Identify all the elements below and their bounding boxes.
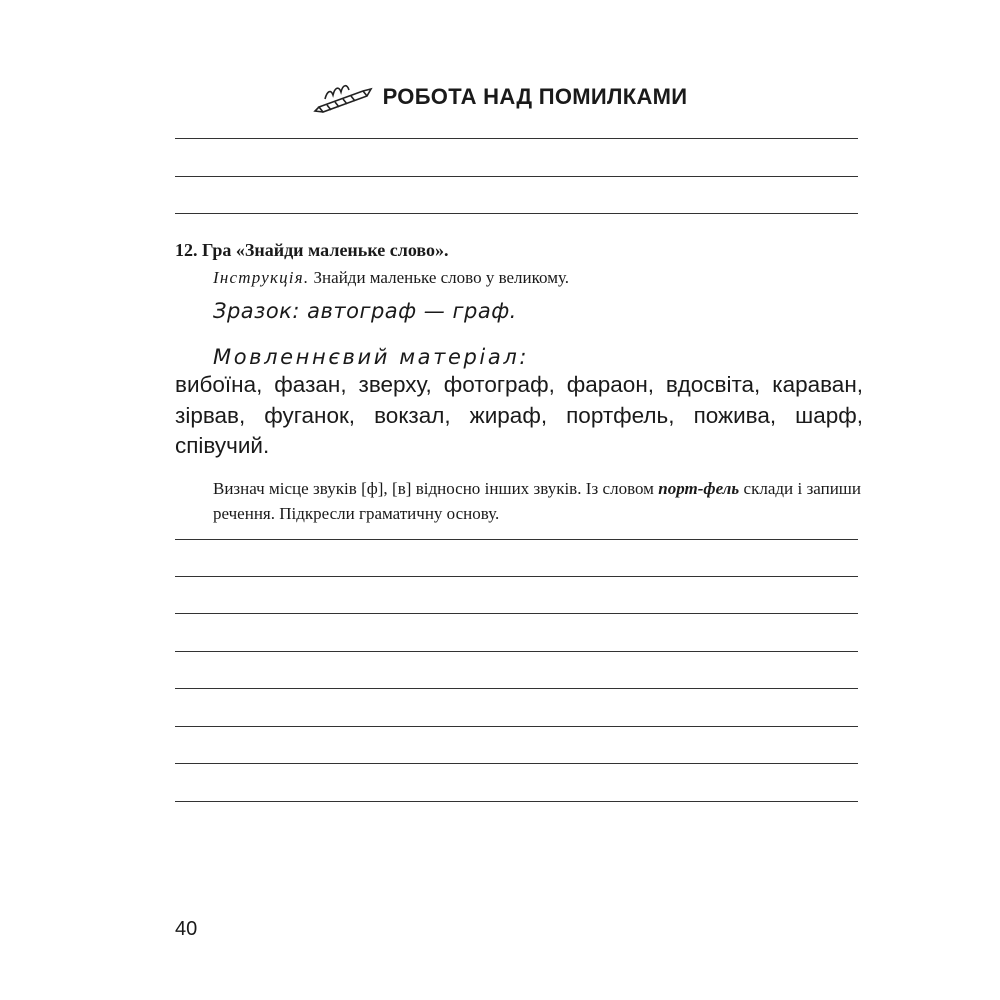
speech-material: вибоїна, фазан, зверху, фотограф, фараон, вдосвіта, караван, зірвав, фуганок, вокзал, жираф, портфель, пожива, шарф, співучий. xyxy=(175,372,863,458)
instruction-text: Знайди маленьке слово у великому. xyxy=(309,268,570,287)
writing-line xyxy=(175,613,858,614)
task-text-part2: склади і запиши речення. Підкресли граматичну основу. xyxy=(213,478,861,523)
section-header xyxy=(0,72,1000,122)
writing-line xyxy=(175,213,858,214)
instruction xyxy=(213,266,865,290)
page-number: 40 xyxy=(175,918,198,940)
task-title: 12. Гра «Знайди маленьке слово». xyxy=(175,240,449,260)
writing-line xyxy=(175,539,858,540)
writing-line xyxy=(175,176,858,177)
writing-line xyxy=(175,801,858,802)
task-instructions xyxy=(213,476,861,526)
writing-line xyxy=(175,726,858,727)
header-title: РОБОТА НАД ПОМИЛКАМИ xyxy=(382,84,688,109)
task-12 xyxy=(175,238,865,526)
sample: Зразок: автограф — граф. xyxy=(213,299,517,323)
writing-line xyxy=(175,688,858,689)
writing-line xyxy=(175,138,858,139)
pen-icon xyxy=(313,77,377,117)
writing-line xyxy=(175,576,858,577)
task-text-part1: Визнач місце звуків [ф], [в] відносно інших звуків. Із словом xyxy=(213,478,659,498)
instruction-label: Інструкція. xyxy=(213,268,310,287)
task-text-bold-word: порт-фель xyxy=(658,478,740,498)
writing-line xyxy=(175,763,858,764)
writing-line xyxy=(175,651,858,652)
material-label: Мовленнєвий матеріал: xyxy=(213,345,530,369)
